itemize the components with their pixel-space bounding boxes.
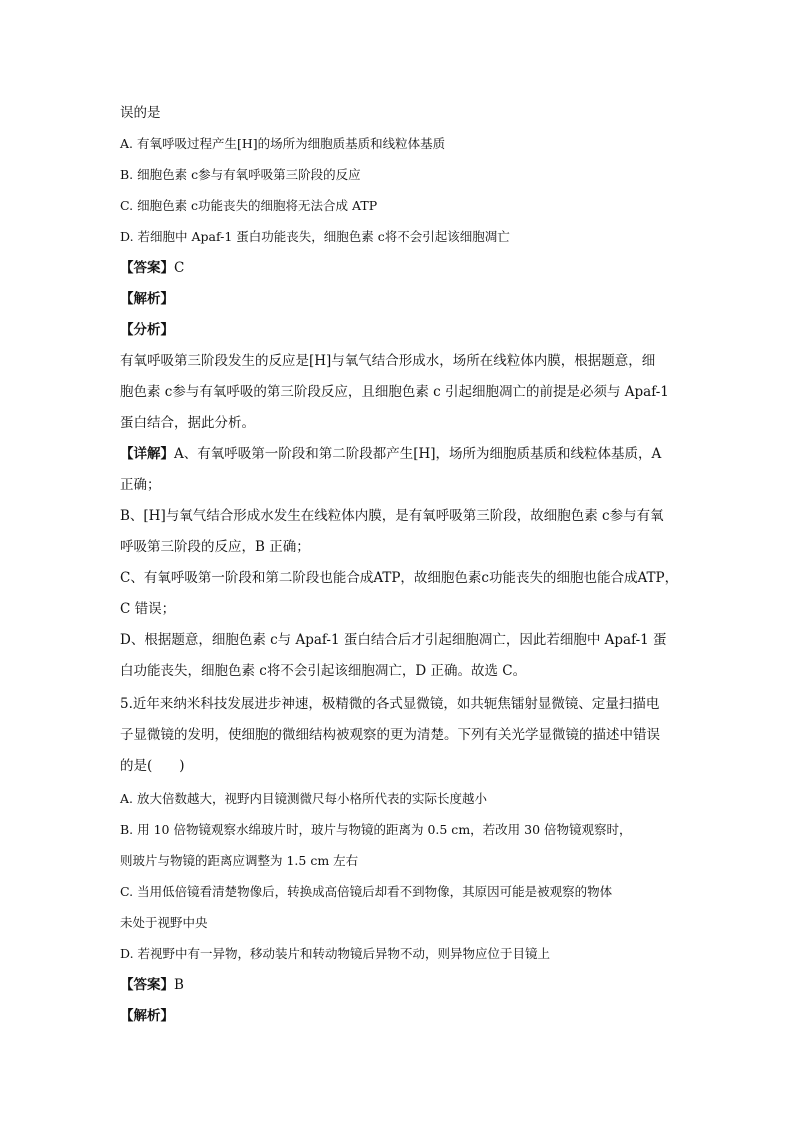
q4-detail-line: C、有氧呼吸第一阶段和第二阶段也能合成ATP，故细胞色素c功能丧失的细胞也能合成ATP， xyxy=(120,570,679,586)
q4-detail-line: 呼吸第三阶段的反应，B 正确； xyxy=(120,539,310,555)
q4-option-d: D. 若细胞中 Apaf-1 蛋白功能丧失，细胞色素 c将不会引起该细胞凋亡 xyxy=(120,229,510,244)
answer-value: B xyxy=(174,977,184,993)
q5-answer xyxy=(120,976,680,994)
q5-option-c-cont: 未处于视野中央 xyxy=(120,915,208,930)
q4-detail-line: B、[H]与氧气结合形成水发生在线粒体内膜，是有氧呼吸第三阶段，故细胞色素 c参与有氧 xyxy=(120,508,664,524)
q4-detail-line: D、根据题意，细胞色素 c与 Apaf-1 蛋白结合后才引起细胞凋亡，因此若细胞中 Apaf-1 蛋 xyxy=(120,632,667,648)
q4-detail-line-first xyxy=(120,445,680,463)
q5-option-c: C. 当用低倍镜看清楚物像后，转换成高倍镜后却看不到物像，其原因可能是被观察的物体 xyxy=(120,884,613,899)
q4-analysis-label: 【解析】 xyxy=(120,291,174,307)
q5-option-b: B. 用 10 倍物镜观察水绵玻片时，玻片与物镜的距离为 0.5 cm，若改用 30 倍物镜观察时， xyxy=(120,822,632,837)
q4-detail-line: 正确； xyxy=(120,477,161,493)
q4-detail-line: C 错误； xyxy=(120,601,176,617)
q4-fenxi-line: 蛋白结合，据此分析。 xyxy=(120,415,255,431)
q5-stem-line: 5.近年来纳米科技发展进步神速，极精微的各式显微镜，如共轭焦镭射显微镜、定量扫描电 xyxy=(120,696,660,712)
q4-option-a: A. 有氧呼吸过程产生[H]的场所为细胞质基质和线粒体基质 xyxy=(120,136,446,151)
q4-detail-line: 白功能丧失，细胞色素 c将不会引起该细胞凋亡，D 正确。故选 C。 xyxy=(120,663,527,679)
q4-fenxi-label: 【分析】 xyxy=(120,322,174,338)
q5-option-b-cont: 则玻片与物镜的距离应调整为 1.5 cm 左右 xyxy=(120,853,359,868)
q4-option-c: C. 细胞色素 c功能丧失的细胞将无法合成 ATP xyxy=(120,198,378,213)
q4-answer xyxy=(120,259,680,277)
q4-fenxi-line: 有氧呼吸第三阶段发生的反应是[H]与氧气结合形成水，场所在线粒体内膜，根据题意，细 xyxy=(120,353,656,369)
q5-stem-line: 子显微镜的发明，使细胞的微细结构被观察的更为清楚。下列有关光学显微镜的描述中错误 xyxy=(120,727,660,743)
q4-stem-tail: 误的是 xyxy=(120,105,161,121)
answer-label: 【答案】 xyxy=(120,977,174,993)
q5-stem-line: 的是( ) xyxy=(120,758,185,774)
answer-label: 【答案】 xyxy=(120,260,174,276)
detail-label: 【详解】 xyxy=(120,446,174,462)
q5-option-a: A. 放大倍数越大，视野内目镜测微尺每小格所代表的实际长度越小 xyxy=(120,791,487,806)
q4-option-b: B. 细胞色素 c参与有氧呼吸第三阶段的反应 xyxy=(120,167,361,182)
q5-option-d: D. 若视野中有一异物，移动装片和转动物镜后异物不动，则异物应位于目镜上 xyxy=(120,946,551,961)
q5-analysis-label: 【解析】 xyxy=(120,1008,174,1024)
detail-text: A、有氧呼吸第一阶段和第二阶段都产生[H]，场所为细胞质基质和线粒体基质，A xyxy=(174,446,662,462)
answer-value: C xyxy=(174,260,185,276)
q4-fenxi-line: 胞色素 c参与有氧呼吸的第三阶段反应，且细胞色素 c 引起细胞凋亡的前提是必须与 Apaf-1 xyxy=(120,384,669,400)
